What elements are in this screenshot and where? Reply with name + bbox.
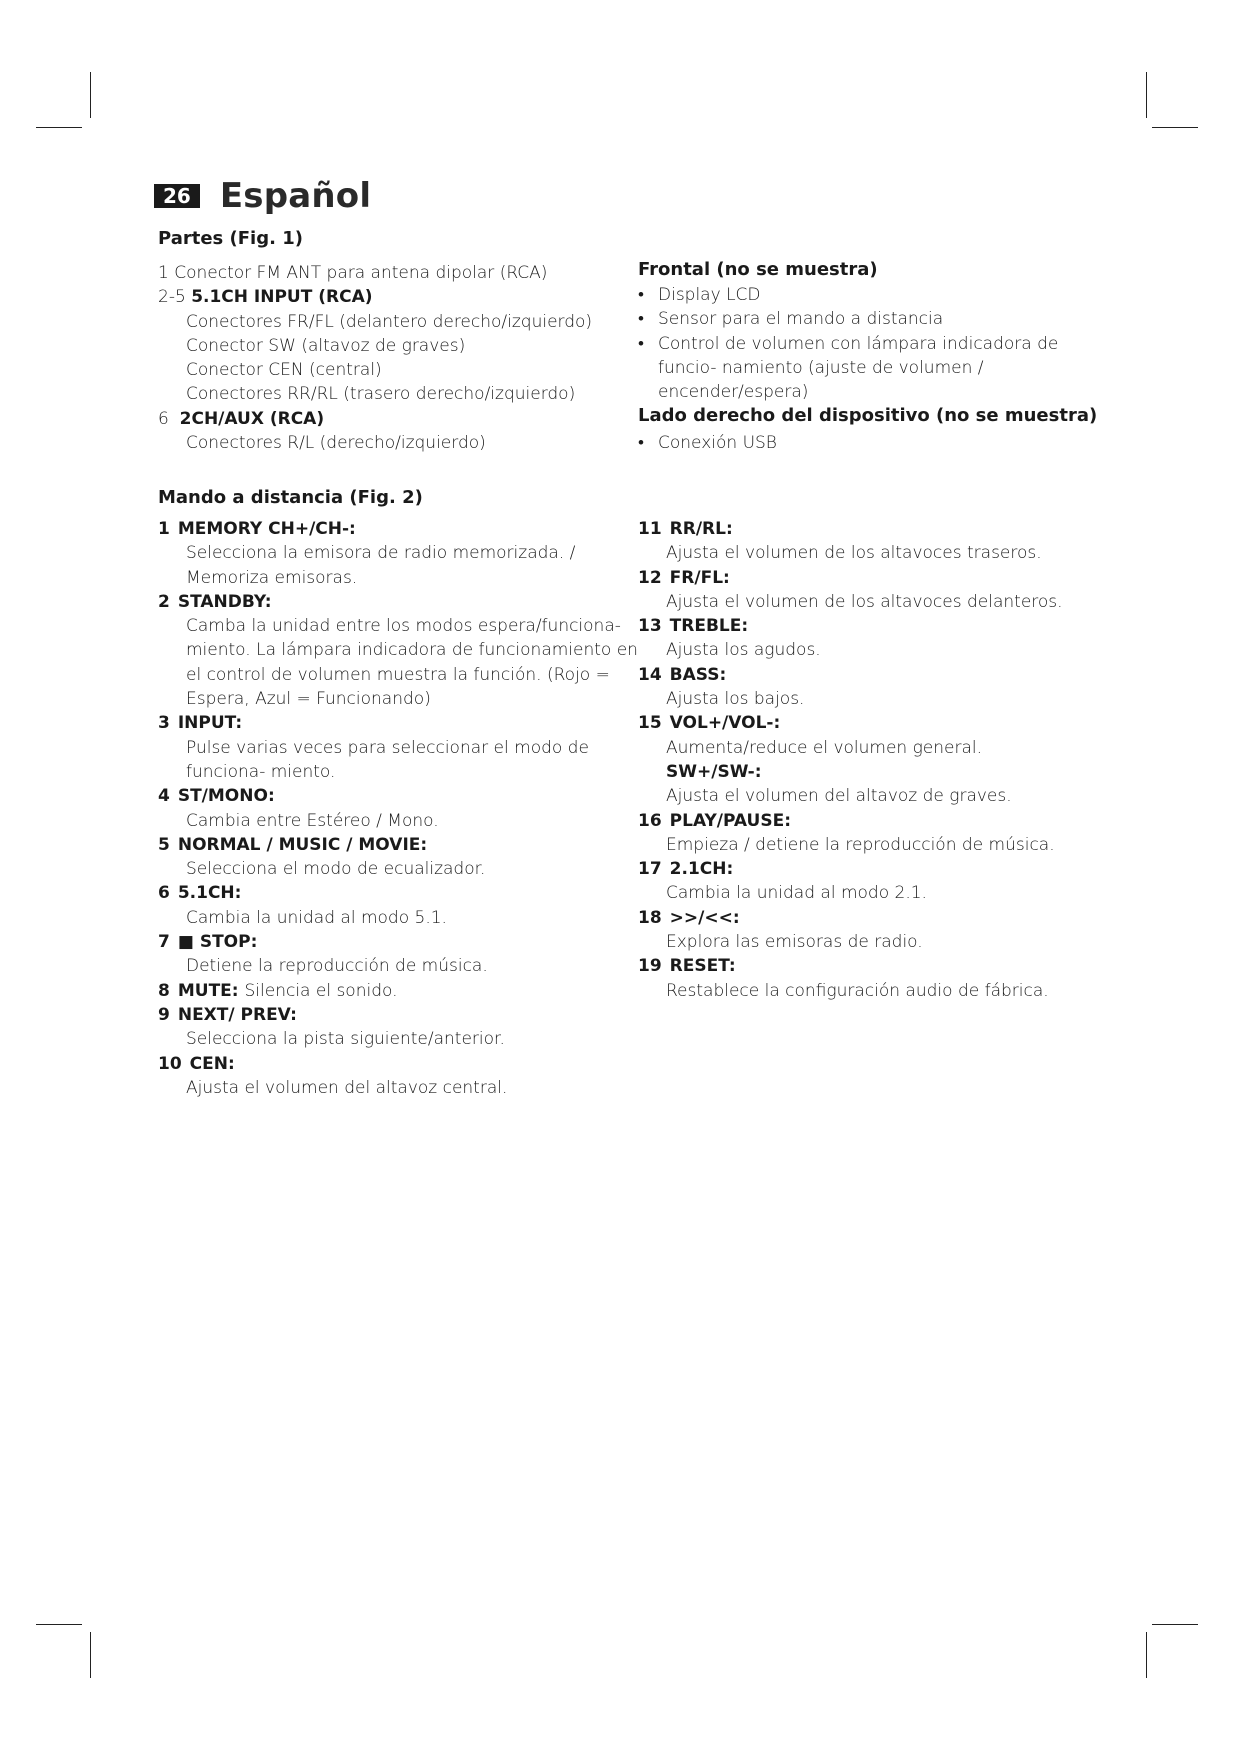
remote-item-4: 4 ST/MONO: Cambia entre Estéreo / Mono. [158,786,439,831]
remote-item-7: 7 ■ STOP: Detiene la reproducción de música. [158,932,488,977]
remote-right-column [638,517,1108,1003]
remote-item-12: 12 FR/FL: Ajusta el volumen de los altavoces delanteros. [638,567,1063,612]
right-side-title: Lado derecho del dispositivo (no se muestra) [638,405,1098,426]
remote-item-13: 13 TREBLE: Ajusta los agudos. [638,616,821,661]
parts-subline: Conector SW (altavoz de graves) [186,335,466,356]
crop-mark [36,127,82,128]
remote-item-9: 9 NEXT/ PREV: Selecciona la pista siguiente/anterior. [158,1004,505,1050]
right-side-bullet: • Conexión USB [638,433,777,453]
remote-item-6: 6 5.1CH: Cambia la unidad al modo 5.1. [158,883,447,928]
remote-item-5: 5 NORMAL / MUSIC / MOVIE: Selecciona el modo de ecualizador. [158,834,486,880]
crop-mark [1152,1624,1198,1625]
remote-title: Mando a distancia (Fig. 2) [158,487,423,508]
crop-mark [90,1632,91,1678]
parts-subline: Conectores RR/RL (trasero derecho/izquierdo) [186,384,576,405]
parts-item-6: 6 2CH/AUX (RCA) [158,408,325,429]
parts-list [158,261,618,455]
remote-item-16: 16 PLAY/PAUSE: Empieza / detiene la reproducción de música. [638,810,1055,855]
front-title: Frontal (no se muestra) [638,259,878,280]
right-side-list [638,431,1108,455]
remote-item-17: 17 2.1CH: Cambia la unidad al modo 2.1. [638,859,927,904]
crop-mark [1146,72,1147,118]
front-bullet: • Display LCD [638,285,761,305]
parts-item-1: 1 Conector FM ANT para antena dipolar (RCA) [158,263,548,283]
parts-subline: Conectores R/L (derecho/izquierdo) [186,433,486,454]
remote-item-3: 3 INPUT: Pulse varias veces para seleccionar el modo de funciona- miento. [158,713,589,782]
front-bullet: • Control de volumen con lámpara indicadora de funcio- namiento (ajuste de volumen / encender/espera) [638,333,1059,403]
remote-item-18: 18 >>/<<: Explora las emisoras de radio. [638,907,923,953]
crop-mark [36,1624,82,1625]
front-bullet: • Sensor para el mando a distancia [638,309,944,330]
parts-item-2-5: 2-5 5.1CH INPUT (RCA) [158,287,373,308]
crop-mark [1152,127,1198,128]
remote-item-1: 1 MEMORY CH+/CH-: Selecciona la emisora de radio memorizada. / Memoriza emisoras. [158,519,576,588]
page-title: Español [219,176,372,216]
remote-item-11: 11 RR/RL: Ajusta el volumen de los altavoces traseros. [638,519,1042,564]
crop-mark [1146,1632,1147,1678]
remote-item-2: 2 STANDBY: Camba la unidad entre los modos espera/funciona- miento. La lámpara indicadora de funcionamiento en el control de volumen muestra la función. (Rojo = Espera, Azul = Funcionando) [158,591,638,710]
parts-title: Partes (Fig. 1) [158,228,303,249]
page-number: 26 [154,184,200,208]
parts-subline: Conectores FR/FL (delantero derecho/izquierdo) [186,311,593,332]
remote-item-8: 8 MUTE: Silencia el sonido. [158,980,398,1001]
page-header [154,176,371,216]
remote-item-19: 19 RESET: Restablece la configuración audio de fábrica. [638,956,1049,1001]
crop-mark [90,72,91,118]
remote-left-column [158,517,642,1100]
remote-item-10: 10 CEN: Ajusta el volumen del altavoz central. [158,1053,508,1098]
remote-item-15: 15 VOL+/VOL-: Aumenta/reduce el volumen general. SW+/SW-: Ajusta el volumen del altavoz de graves. [638,713,1012,807]
front-list [638,283,1108,404]
parts-subline: Conector CEN (central) [186,360,382,381]
remote-item-14: 14 BASS: Ajusta los bajos. [638,664,805,710]
